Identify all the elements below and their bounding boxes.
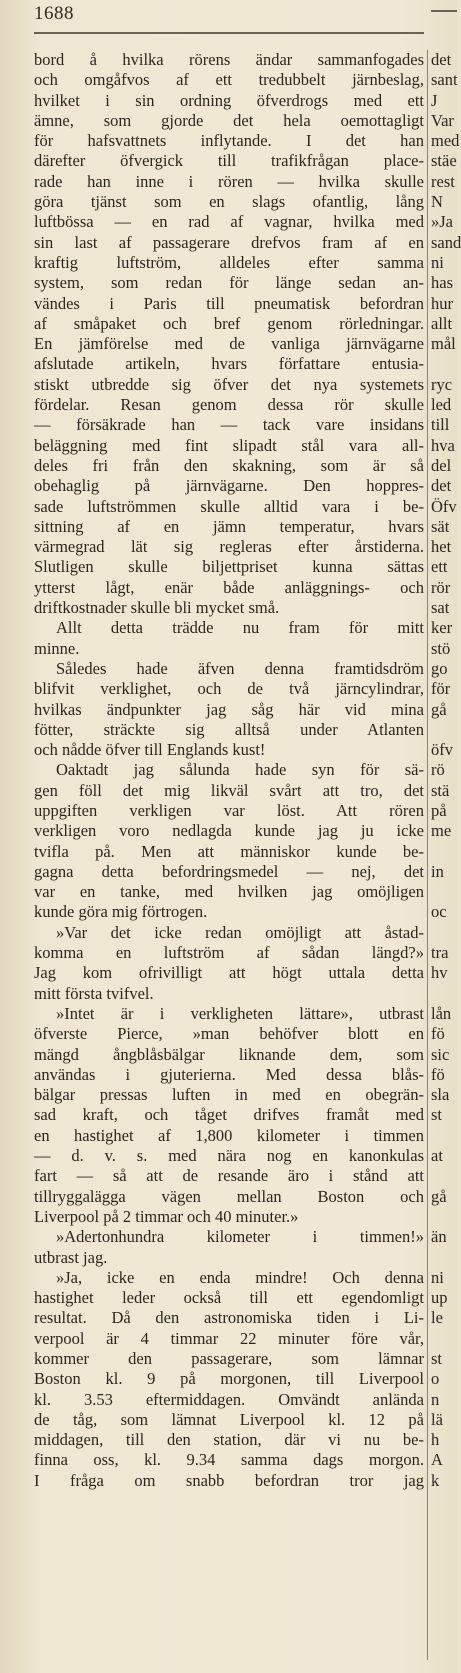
text-line: luftbössa — en rad af vagnar, hvilka med	[34, 212, 424, 232]
text-line: sin last af passagerare drefvos fram af en	[34, 232, 424, 252]
fragment-line: rö	[431, 760, 445, 780]
fragment-line: öfv	[431, 740, 453, 760]
fragment-line	[431, 1248, 457, 1268]
main-text-column	[34, 50, 424, 1660]
text-line: gagna detta befordringsmedel — nej, det	[34, 861, 424, 881]
fragment-line: hva	[431, 435, 455, 455]
fragment-line: för	[431, 679, 451, 699]
text-line: hvilket i sin ordning öfverdrogs med ett	[34, 90, 424, 110]
fragment-line	[431, 1126, 457, 1146]
text-line: deles fri från den skakning, som är så	[34, 455, 424, 475]
text-line: obehaglig på järnvägarne. Den hoppres-	[34, 476, 424, 496]
fragment-line: ett	[431, 557, 448, 577]
fragment-line: st	[431, 1105, 443, 1125]
text-line: tvifla på. Men att människor kunde be-	[34, 841, 424, 861]
fragment-line: le	[431, 1308, 443, 1328]
fragment-line: än	[431, 1227, 447, 1247]
text-line: af småpaket och bref genom rörledningar.	[34, 313, 424, 333]
text-line: driftkostnader skulle bli mycket små.	[34, 598, 280, 618]
text-line: fart — så att de resande äro i stånd att	[34, 1166, 424, 1186]
text-line: stiskt utbredde sig öfver det nya systemets	[34, 374, 424, 394]
text-line: hastighet leder också till ett egendomligt	[34, 1288, 424, 1308]
fragment-line: sant	[431, 70, 458, 90]
text-line: och omgåfvos af ett tredubbelt järnbeslag,	[34, 70, 424, 90]
text-line: vändes i Paris till pneumatisk befordran	[34, 293, 424, 313]
fragment-line: oc	[431, 902, 447, 922]
text-line: verpool är 4 timmar 22 minuter före vår,	[34, 1328, 424, 1348]
fragment-line: ker	[431, 618, 453, 638]
text-line: fördelar. Resan genom dessa rör skulle	[34, 395, 424, 415]
text-line: Oaktadt jag sålunda hade syn för sä-	[56, 760, 424, 780]
text-line: ytterst lågt, enär både anläggnings- och	[34, 577, 424, 597]
text-line: de tåg, som lämnat Liverpool kl. 12 på	[34, 1409, 424, 1429]
fragment-line: Öfv	[431, 496, 457, 516]
fragment-line: till	[431, 415, 450, 435]
fragment-line: stä	[431, 780, 450, 800]
text-line: öfverste Pierce, »man behöfver blott en	[34, 1024, 424, 1044]
text-line: göra tjänst som en slags ofantlig, lång	[34, 192, 424, 212]
text-line: — försäkrade han — tack vare insidans	[34, 415, 424, 435]
fragment-line	[431, 1166, 457, 1186]
text-line: afslutade artikeln, hvars författare entusia-	[34, 354, 424, 374]
header-rule	[34, 32, 424, 34]
text-line: Slutligen skulle biljettpriset kunna sättas	[34, 557, 424, 577]
text-line: kl. 3.53 eftermiddagen. Omvändt anlända	[34, 1389, 424, 1409]
text-line: kunde göra mig förtrogen.	[34, 902, 208, 922]
fragment-line	[431, 842, 457, 862]
text-line: bord å hvilka rörens ändar sammanfogades	[34, 50, 424, 69]
fragment-line: ni	[431, 252, 444, 272]
text-line: tillryggalägga vägen mellan Boston och	[34, 1186, 424, 1206]
fragment-line: ryc	[431, 374, 453, 394]
text-line: »Adertonhundra kilometer i timmen!»	[56, 1227, 424, 1247]
fragment-line	[431, 354, 457, 374]
fragment-line: sat	[431, 598, 450, 618]
fragment-line: del	[431, 455, 452, 475]
fragment-line: »Ja	[431, 212, 453, 232]
fragment-line: het	[431, 537, 452, 557]
page-number: 1688	[34, 3, 74, 24]
text-line: användas i gjuterierna. Med dessa blås-	[34, 1064, 424, 1084]
text-line: därefter öfvergick till trafikfrågan place-	[34, 151, 424, 171]
fragment-line: stö	[431, 638, 451, 658]
fragment-line: sic	[431, 1044, 450, 1064]
fragment-line: lån	[431, 1003, 452, 1023]
fragment-line: på	[431, 800, 447, 820]
fragment-line	[431, 923, 457, 943]
text-line: middagen, till den station, där vi nu be-	[34, 1430, 424, 1450]
fragment-line: me	[431, 821, 452, 841]
fragment-line: sät	[431, 516, 450, 536]
fragment-line: up	[431, 1288, 448, 1308]
fragment-line: gå	[431, 699, 447, 719]
fragment-line	[431, 720, 457, 740]
text-line: »Var det icke redan omöjligt att åstad-	[56, 922, 424, 942]
fragment-line: go	[431, 658, 448, 678]
text-line: sade luftströmmen skulle alltid vara i be-	[34, 496, 424, 516]
text-line: hvilkas ändpunkter jag såg här vid mina	[34, 699, 424, 719]
fragment-line: stäe	[431, 151, 457, 171]
text-line: kraftig luftström, alldeles efter samma	[34, 252, 424, 272]
fragment-line: Var	[431, 110, 454, 130]
header-rule-right	[431, 10, 457, 12]
adjacent-column-fragment	[431, 50, 461, 1660]
text-line: utbrast jag.	[34, 1247, 108, 1267]
column-divider	[427, 50, 428, 1660]
text-line: värmegrad lät sig regleras efter årstiderna.	[34, 537, 424, 557]
text-line: mängd ångblåsbälgar liknande dem, som	[34, 1044, 424, 1064]
text-line: rade han inne i rören — hvilka skulle	[34, 171, 424, 191]
fragment-line: sla	[431, 1085, 450, 1105]
text-line: uppgiften verkligen var löst. Att rören	[34, 800, 424, 820]
fragment-line: at	[431, 1146, 443, 1166]
fragment-line: allt	[431, 313, 453, 333]
text-line: fötter, sträckte sig alltså under Atlanten	[34, 719, 424, 739]
fragment-line: n	[431, 1389, 440, 1409]
fragment-line: det	[431, 476, 452, 496]
text-line: gen föll det mig likväl svårt att tro, det	[34, 780, 424, 800]
text-line: mitt första tvifvel.	[34, 983, 154, 1003]
fragment-line: o	[431, 1369, 440, 1389]
text-line: »Intet är i verkligheten lättare», utbrast	[56, 1003, 424, 1023]
text-line: och nådde öfver till Englands kust!	[34, 740, 266, 760]
text-line: för hafsvattnets inflytande. I det han	[34, 131, 424, 151]
text-line: kommer den passagerare, som lämnar	[34, 1349, 424, 1368]
fragment-line	[431, 984, 457, 1004]
fragment-line: mål	[431, 334, 456, 354]
fragment-line: ni	[431, 1267, 444, 1287]
fragment-line: hur	[431, 293, 453, 313]
text-line: sad kraft, och tåget drifves framåt med	[34, 1105, 424, 1125]
text-line: minne.	[34, 638, 80, 658]
text-line: Således hade äfven denna framtidsdröm	[56, 658, 424, 678]
fragment-line: fö	[431, 1064, 445, 1084]
text-line: — d. v. s. med nära nog en kanonkulas	[34, 1146, 424, 1166]
fragment-line	[431, 1207, 457, 1227]
text-line: Allt detta trädde nu fram för mitt	[56, 618, 424, 638]
text-line: finna oss, kl. 9.34 samma dags morgon.	[34, 1450, 424, 1470]
text-line: sittning af en jämn temperatur, hvars	[34, 516, 424, 536]
text-line: ämne, som gjorde det hela oemottagligt	[34, 110, 424, 130]
fragment-line: rest	[431, 171, 455, 191]
fragment-line: k	[431, 1470, 440, 1490]
text-line: resultat. Då den astronomiska tiden i Li-	[34, 1308, 424, 1328]
fragment-line: st	[431, 1349, 443, 1368]
fragment-line: in	[431, 861, 444, 881]
fragment-line: A	[431, 1450, 443, 1470]
text-line: En jämförelse med de vanliga järnvägarne	[34, 334, 424, 354]
text-line: en hastighet af 1,800 kilometer i timmen	[34, 1125, 424, 1145]
fragment-line: N	[431, 192, 443, 212]
fragment-line: lä	[431, 1409, 443, 1429]
fragment-line: gå	[431, 1186, 447, 1206]
text-line: I fråga om snabb befordran tror jag	[34, 1470, 424, 1490]
fragment-line: J	[431, 90, 438, 110]
fragment-line: led	[431, 395, 452, 415]
fragment-line: med	[431, 131, 460, 151]
text-line: Boston kl. 9 på morgonen, till Liverpool	[34, 1369, 424, 1389]
fragment-line: tra	[431, 943, 449, 963]
fragment-line	[431, 1329, 457, 1349]
text-line: komma en luftström af sådan längd?»	[34, 943, 424, 963]
fragment-line: rör	[431, 577, 451, 597]
text-line: bälgar pressas luften in med en obegrän-	[34, 1085, 424, 1105]
text-line: Jag kom ofrivilligt att högt uttala detta	[34, 963, 424, 983]
fragment-line: fö	[431, 1024, 445, 1044]
text-line: var en tanke, med hvilken jag omöjligen	[34, 882, 424, 902]
text-line: blifvit verklighet, och de två järncylindrar,	[34, 679, 424, 699]
text-line: verkligen voro nedlagda kunde jag ju icke	[34, 821, 424, 841]
fragment-line: hv	[431, 963, 448, 983]
text-line: Liverpool på 2 timmar och 40 minuter.»	[34, 1206, 299, 1226]
text-line: system, som redan för länge sedan an-	[34, 273, 424, 293]
text-line: »Ja, icke en enda mindre! Och denna	[56, 1267, 424, 1287]
fragment-line: has	[431, 273, 453, 293]
fragment-line: h	[431, 1430, 440, 1450]
fragment-line: sand	[431, 232, 461, 252]
fragment-line	[431, 882, 457, 902]
fragment-line: det	[431, 50, 452, 69]
text-line: beläggning med fint slipadt stål vara all-	[34, 435, 424, 455]
